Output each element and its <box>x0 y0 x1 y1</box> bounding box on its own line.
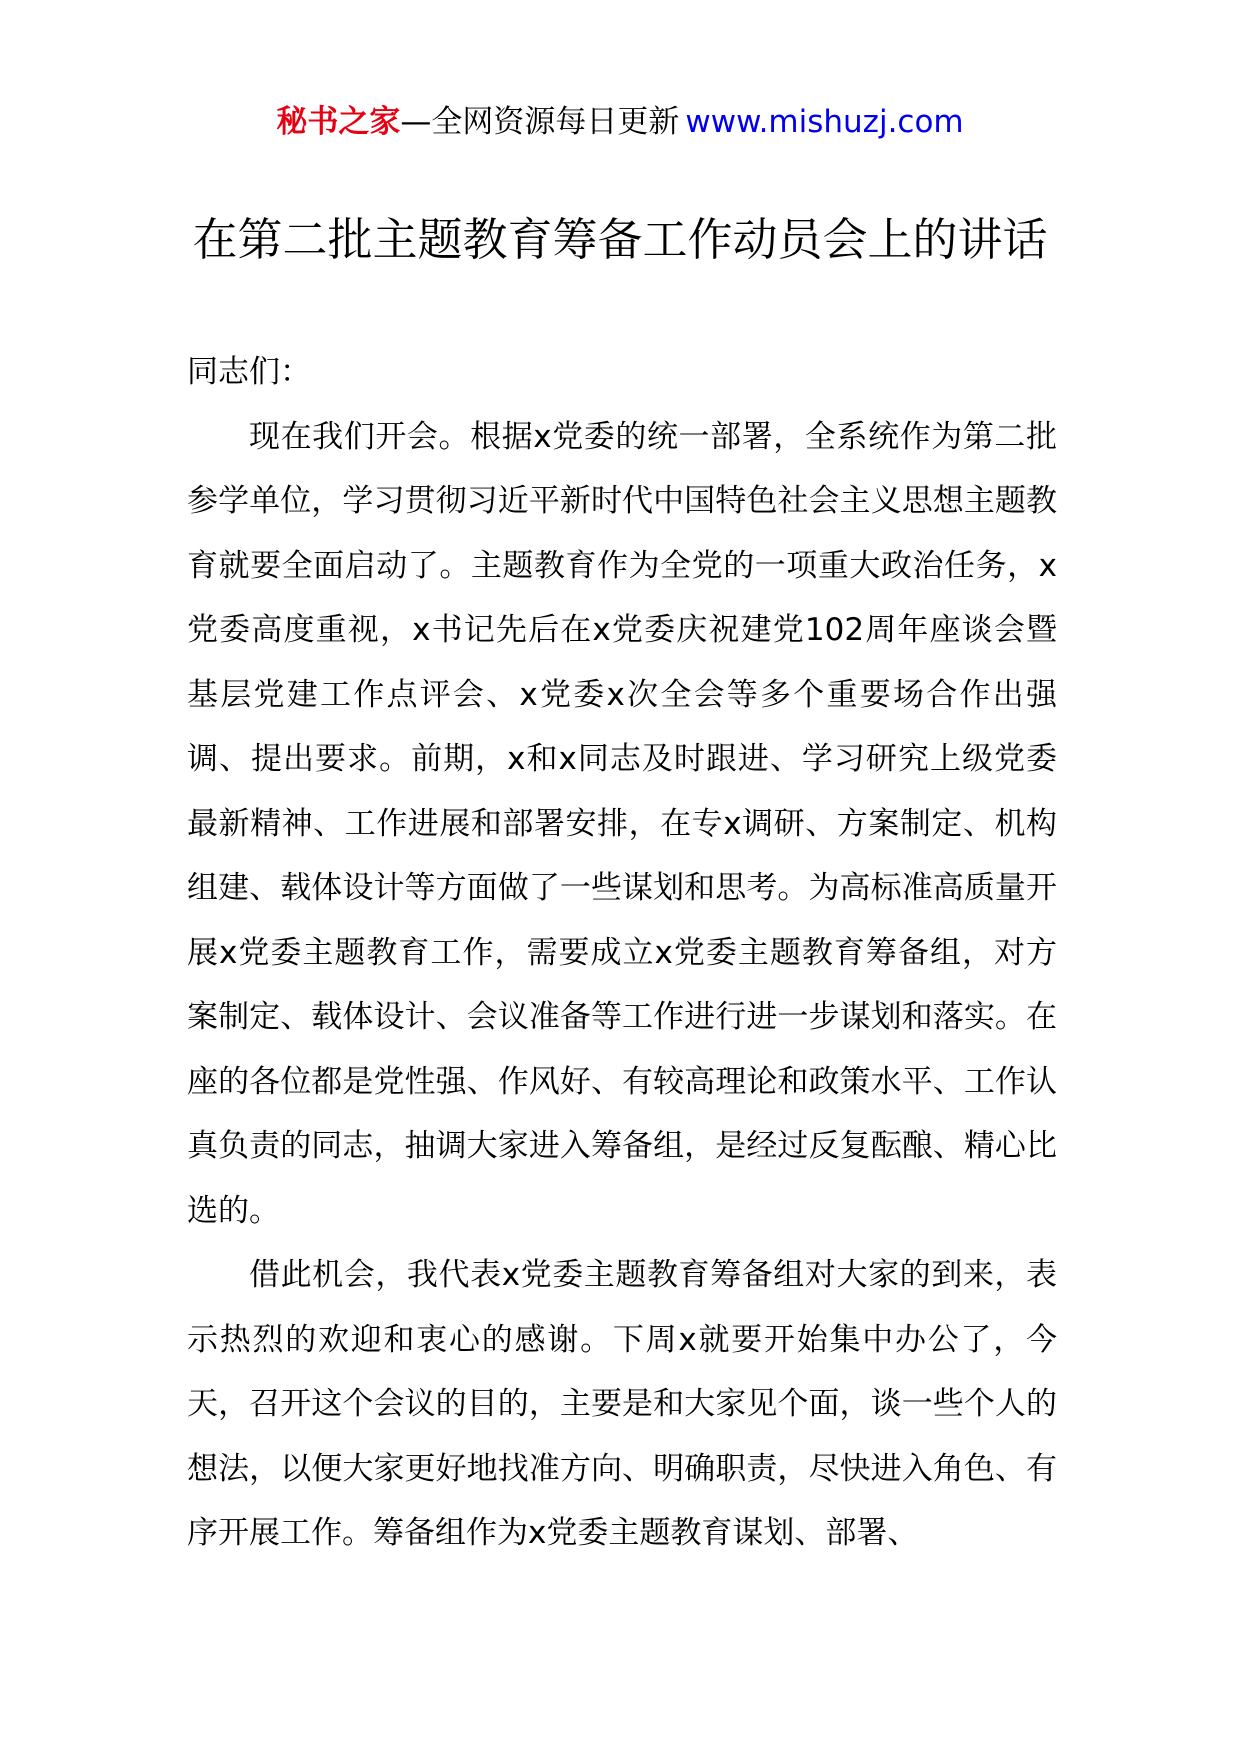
document-title: 在第二批主题教育筹备工作动员会上的讲话 <box>192 213 1048 267</box>
document-body <box>187 340 1057 1566</box>
header-tagline: —全网资源每日更新 <box>400 104 680 140</box>
site-header <box>0 100 1240 144</box>
paragraph: 现在我们开会。根据x党委的统一部署，全系统作为第二批参学单位，学习贯彻习近平新时代中国特色社会主义思想主题教育就要全面启动了。主题教育作为全党的一项重大政治任务，x党委高度重视，x书记先后在x党委庆祝建党102周年座谈会暨基层党建工作点评会、x党委x次全会等多个重要场合作出强调、提出要求。前期，x和x同志及时跟进、学习研究上级党委最新精神、工作进展和部署安排，在专x调研、方案制定、机构组建、载体设计等方面做了一些谋划和思考。为高标准高质量开展x党委主题教育工作，需要成立x党委主题教育筹备组，对方案制定、载体设计、会议准备等工作进行进一步谋划和落实。在座的各位都是党性强、作风好、有较高理论和政策水平、工作认真负责的同志，抽调大家进入筹备组，是经过反复酝酿、精心比选的。 <box>187 418 1057 1229</box>
brand-name: 秘书之家 <box>276 104 401 140</box>
site-url-link[interactable]: www.mishuzj.com <box>685 104 964 140</box>
greeting: 同志们： <box>187 354 311 390</box>
paragraph: 借此机会，我代表x党委主题教育筹备组对大家的到来，表示热烈的欢迎和衷心的感谢。下周x就要开始集中办公了，今天，召开这个会议的目的，主要是和大家见个面，谈一些个人的想法，以便大家更好地找准方向、明确职责，尽快进入角色、有序开展工作。筹备组作为x党委主题教育谋划、部署、 <box>187 1257 1057 1551</box>
